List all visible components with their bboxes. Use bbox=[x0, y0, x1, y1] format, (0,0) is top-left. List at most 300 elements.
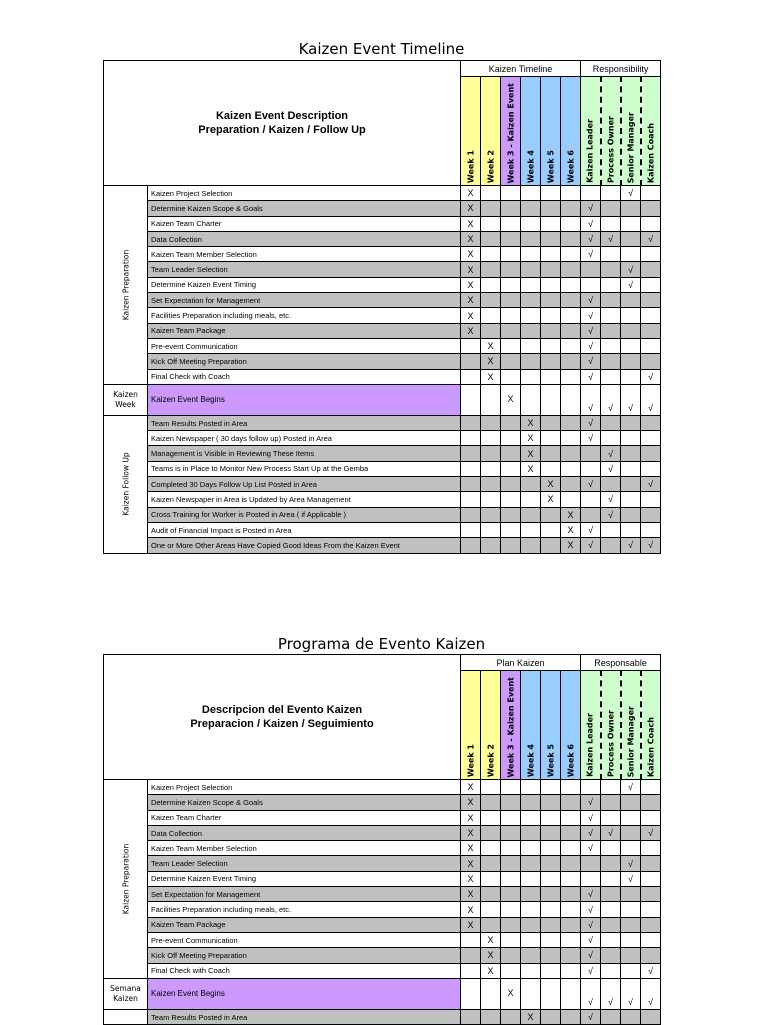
week-mark-cell: X bbox=[561, 522, 581, 537]
responsibility-mark-cell bbox=[601, 538, 621, 553]
responsibility-mark-cell bbox=[621, 963, 641, 978]
responsibility-mark-cell bbox=[601, 795, 621, 810]
week-mark-cell bbox=[521, 338, 541, 353]
responsibility-mark-cell bbox=[641, 277, 661, 292]
responsibility-mark-cell: √ bbox=[581, 216, 601, 231]
week-mark-cell: X bbox=[481, 369, 501, 384]
responsibility-mark-cell: √ bbox=[601, 492, 621, 507]
week-mark-cell bbox=[541, 323, 561, 338]
week-mark-cell: X bbox=[521, 431, 541, 446]
role-header bbox=[641, 77, 661, 186]
week-mark-cell: X bbox=[481, 338, 501, 353]
week-mark-cell bbox=[561, 201, 581, 216]
week-mark-cell bbox=[461, 522, 481, 537]
week-header bbox=[461, 77, 481, 186]
week-mark-cell bbox=[541, 231, 561, 246]
role-header-label: Kaizen Coach bbox=[646, 716, 656, 777]
week-mark-cell bbox=[461, 461, 481, 476]
responsibility-mark-cell: √ bbox=[621, 538, 641, 553]
activity-cell: Team Leader Selection bbox=[148, 262, 461, 277]
table-row bbox=[104, 216, 661, 231]
responsibility-mark-cell bbox=[621, 477, 641, 492]
responsibility-mark-cell bbox=[601, 323, 621, 338]
week-mark-cell: X bbox=[461, 810, 481, 825]
section-label-cell bbox=[104, 978, 148, 1009]
week-mark-cell: X bbox=[461, 902, 481, 917]
responsibility-mark-cell bbox=[621, 216, 641, 231]
week-mark-cell: X bbox=[461, 186, 481, 201]
week-mark-cell bbox=[501, 538, 521, 553]
responsibility-mark-cell bbox=[621, 201, 641, 216]
role-header bbox=[581, 671, 601, 780]
week-mark-cell bbox=[561, 963, 581, 978]
responsibility-mark-cell: √ bbox=[581, 841, 601, 856]
week-mark-cell: X bbox=[461, 247, 481, 262]
week-mark-cell bbox=[541, 825, 561, 840]
week-mark-cell bbox=[561, 902, 581, 917]
week-mark-cell bbox=[541, 932, 561, 947]
responsibility-mark-cell bbox=[601, 201, 621, 216]
activity-cell: Data Collection bbox=[148, 825, 461, 840]
week-mark-cell bbox=[561, 216, 581, 231]
week-mark-cell bbox=[501, 507, 521, 522]
week-mark-cell bbox=[541, 538, 561, 553]
role-header-label: Process Owner bbox=[606, 115, 616, 183]
responsibility-mark-cell bbox=[621, 231, 641, 246]
week-mark-cell bbox=[461, 446, 481, 461]
week-mark-cell bbox=[521, 780, 541, 795]
week-mark-cell bbox=[501, 477, 521, 492]
responsibility-mark-cell bbox=[621, 446, 641, 461]
activity-cell: Determine Kaizen Event Timing bbox=[148, 871, 461, 886]
responsibility-mark-cell: √ bbox=[581, 415, 601, 430]
week-mark-cell bbox=[461, 492, 481, 507]
responsibility-mark-cell bbox=[641, 917, 661, 932]
responsibility-mark-cell: √ bbox=[621, 262, 641, 277]
activity-cell: Kaizen Team Package bbox=[148, 917, 461, 932]
responsibility-mark-cell bbox=[601, 354, 621, 369]
responsibility-mark-cell: √ bbox=[621, 277, 641, 292]
week-mark-cell bbox=[521, 825, 541, 840]
activity-cell: Set Expectation for Management bbox=[148, 887, 461, 902]
responsibility-mark-cell bbox=[621, 825, 641, 840]
week-mark-cell bbox=[481, 477, 501, 492]
role-header bbox=[621, 77, 641, 186]
responsibility-mark-cell: √ bbox=[581, 963, 601, 978]
responsibility-mark-cell bbox=[621, 1009, 641, 1024]
week-mark-cell bbox=[501, 963, 521, 978]
week-mark-cell bbox=[541, 871, 561, 886]
responsibility-mark-cell bbox=[601, 856, 621, 871]
week-mark-cell bbox=[501, 948, 521, 963]
week-mark-cell: X bbox=[461, 825, 481, 840]
responsibility-mark-cell: √ bbox=[581, 384, 601, 415]
responsibility-mark-cell bbox=[601, 810, 621, 825]
week-mark-cell bbox=[481, 825, 501, 840]
week-mark-cell bbox=[521, 201, 541, 216]
table-row bbox=[104, 871, 661, 886]
week-mark-cell bbox=[561, 492, 581, 507]
section-label-cell bbox=[104, 1009, 148, 1024]
week-mark-cell bbox=[521, 948, 541, 963]
week-mark-cell bbox=[481, 856, 501, 871]
table-row bbox=[104, 446, 661, 461]
week-mark-cell bbox=[561, 932, 581, 947]
week-mark-cell: X bbox=[461, 780, 481, 795]
week-mark-cell bbox=[501, 887, 521, 902]
responsibility-mark-cell bbox=[581, 507, 601, 522]
section-label: Kaizen Follow Up bbox=[121, 452, 130, 516]
table-row bbox=[104, 810, 661, 825]
week-mark-cell bbox=[461, 369, 481, 384]
week-mark-cell bbox=[501, 262, 521, 277]
week-mark-cell bbox=[481, 186, 501, 201]
week-mark-cell bbox=[521, 856, 541, 871]
responsibility-mark-cell bbox=[601, 186, 621, 201]
activity-cell: Team Results Posted in Area bbox=[148, 1009, 461, 1024]
week-mark-cell bbox=[521, 308, 541, 323]
activity-cell: Pre-event Communication bbox=[148, 932, 461, 947]
responsibility-mark-cell bbox=[621, 415, 641, 430]
responsibility-mark-cell bbox=[641, 871, 661, 886]
week-mark-cell bbox=[541, 507, 561, 522]
activity-cell: Kaizen Team Member Selection bbox=[148, 841, 461, 856]
table-row bbox=[104, 415, 661, 430]
table-row bbox=[104, 1009, 661, 1024]
responsibility-mark-cell: √ bbox=[621, 384, 641, 415]
description-header bbox=[104, 61, 461, 186]
week-mark-cell bbox=[481, 247, 501, 262]
responsibility-mark-cell bbox=[621, 902, 641, 917]
responsibility-mark-cell: √ bbox=[601, 384, 621, 415]
week-mark-cell bbox=[521, 216, 541, 231]
week-mark-cell bbox=[481, 262, 501, 277]
week-header bbox=[561, 77, 581, 186]
week-mark-cell bbox=[521, 354, 541, 369]
week-mark-cell bbox=[561, 795, 581, 810]
week-mark-cell bbox=[541, 841, 561, 856]
week-mark-cell bbox=[481, 507, 501, 522]
responsibility-mark-cell bbox=[621, 369, 641, 384]
week-header bbox=[501, 671, 521, 780]
responsibility-mark-cell: √ bbox=[641, 963, 661, 978]
responsibility-mark-cell bbox=[641, 216, 661, 231]
week-mark-cell bbox=[541, 384, 561, 415]
week-header bbox=[541, 671, 561, 780]
responsibility-mark-cell: √ bbox=[581, 431, 601, 446]
week-mark-cell bbox=[481, 917, 501, 932]
responsibility-mark-cell bbox=[621, 461, 641, 476]
week-mark-cell: X bbox=[461, 308, 481, 323]
week-mark-cell bbox=[521, 978, 541, 1009]
responsibility-mark-cell bbox=[601, 522, 621, 537]
responsibility-mark-cell bbox=[641, 948, 661, 963]
responsibility-mark-cell bbox=[641, 522, 661, 537]
week-mark-cell bbox=[461, 431, 481, 446]
table-row bbox=[104, 538, 661, 553]
week-mark-cell bbox=[541, 810, 561, 825]
responsibility-mark-cell bbox=[601, 917, 621, 932]
responsibility-mark-cell bbox=[641, 461, 661, 476]
week-mark-cell bbox=[561, 354, 581, 369]
week-mark-cell bbox=[481, 871, 501, 886]
week-mark-cell bbox=[501, 216, 521, 231]
week-mark-cell: X bbox=[461, 917, 481, 932]
responsibility-mark-cell bbox=[641, 1009, 661, 1024]
week-mark-cell bbox=[541, 431, 561, 446]
week-mark-cell bbox=[561, 247, 581, 262]
responsibility-mark-cell: √ bbox=[641, 538, 661, 553]
week-mark-cell bbox=[481, 522, 501, 537]
week-mark-cell bbox=[501, 522, 521, 537]
week-mark-cell bbox=[521, 871, 541, 886]
week-mark-cell bbox=[561, 978, 581, 1009]
responsibility-mark-cell bbox=[601, 262, 621, 277]
activity-cell: Completed 30 Days Follow Up List Posted in Area bbox=[148, 477, 461, 492]
week-mark-cell bbox=[481, 780, 501, 795]
table-row bbox=[104, 293, 661, 308]
activity-cell: Audit of Financial Impact is Posted in Area bbox=[148, 522, 461, 537]
responsibility-mark-cell bbox=[641, 262, 661, 277]
week-mark-cell bbox=[521, 186, 541, 201]
responsibility-mark-cell bbox=[601, 1009, 621, 1024]
week-mark-cell bbox=[501, 810, 521, 825]
table-row bbox=[104, 354, 661, 369]
responsibility-mark-cell bbox=[621, 948, 641, 963]
week-mark-cell bbox=[501, 902, 521, 917]
week-mark-cell bbox=[541, 887, 561, 902]
responsibility-mark-cell: √ bbox=[641, 369, 661, 384]
timeline-group-header: Plan Kaizen bbox=[461, 655, 581, 671]
week-mark-cell bbox=[501, 917, 521, 932]
week-mark-cell: X bbox=[461, 216, 481, 231]
week-mark-cell bbox=[561, 231, 581, 246]
responsibility-mark-cell bbox=[641, 186, 661, 201]
responsibility-mark-cell bbox=[601, 415, 621, 430]
week-mark-cell bbox=[481, 231, 501, 246]
week-mark-cell bbox=[501, 825, 521, 840]
responsibility-mark-cell: √ bbox=[581, 978, 601, 1009]
responsibility-mark-cell: √ bbox=[581, 795, 601, 810]
week-mark-cell bbox=[541, 354, 561, 369]
responsibility-mark-cell: √ bbox=[581, 810, 601, 825]
week-mark-cell bbox=[561, 446, 581, 461]
week-mark-cell bbox=[481, 293, 501, 308]
week-mark-cell bbox=[481, 323, 501, 338]
week-mark-cell: X bbox=[461, 293, 481, 308]
week-mark-cell: X bbox=[561, 538, 581, 553]
responsibility-mark-cell: √ bbox=[581, 825, 601, 840]
responsibility-mark-cell: √ bbox=[581, 887, 601, 902]
responsibility-mark-cell: √ bbox=[581, 522, 601, 537]
responsibility-mark-cell: √ bbox=[581, 932, 601, 947]
responsibility-mark-cell: √ bbox=[641, 477, 661, 492]
timeline-table bbox=[103, 60, 661, 554]
week-mark-cell bbox=[541, 338, 561, 353]
week-mark-cell bbox=[501, 354, 521, 369]
week-mark-cell bbox=[541, 856, 561, 871]
week-mark-cell bbox=[541, 1009, 561, 1024]
activity-cell: Kick Off Meeting Preparation bbox=[148, 948, 461, 963]
responsibility-mark-cell bbox=[601, 338, 621, 353]
responsibility-mark-cell: √ bbox=[601, 231, 621, 246]
week-mark-cell bbox=[541, 308, 561, 323]
table-row bbox=[104, 825, 661, 840]
week-mark-cell bbox=[481, 415, 501, 430]
week-mark-cell bbox=[561, 887, 581, 902]
activity-cell: Kaizen Team Member Selection bbox=[148, 247, 461, 262]
section-label-cell bbox=[104, 415, 148, 553]
week-mark-cell: X bbox=[461, 231, 481, 246]
week-mark-cell: X bbox=[481, 932, 501, 947]
week-mark-cell bbox=[561, 948, 581, 963]
week-mark-cell bbox=[501, 186, 521, 201]
week-mark-cell: X bbox=[461, 841, 481, 856]
week-mark-cell bbox=[481, 978, 501, 1009]
responsibility-mark-cell: √ bbox=[581, 338, 601, 353]
responsibility-mark-cell bbox=[621, 338, 641, 353]
responsibility-mark-cell bbox=[581, 186, 601, 201]
responsibility-mark-cell bbox=[621, 810, 641, 825]
table-row bbox=[104, 201, 661, 216]
week-mark-cell bbox=[481, 887, 501, 902]
responsibility-mark-cell: √ bbox=[641, 978, 661, 1009]
responsibility-mark-cell: √ bbox=[581, 201, 601, 216]
week-mark-cell bbox=[561, 384, 581, 415]
responsibility-group-header: Responsable bbox=[581, 655, 661, 671]
week-mark-cell bbox=[481, 277, 501, 292]
responsibility-mark-cell bbox=[601, 477, 621, 492]
week-mark-cell: X bbox=[521, 461, 541, 476]
responsibility-mark-cell: √ bbox=[581, 308, 601, 323]
table-row bbox=[104, 231, 661, 246]
table-row bbox=[104, 384, 661, 415]
responsibility-mark-cell bbox=[601, 780, 621, 795]
week-mark-cell bbox=[501, 231, 521, 246]
week-header-label: Week 3 - Kaizen Event bbox=[506, 676, 516, 777]
responsibility-mark-cell bbox=[641, 308, 661, 323]
responsibility-mark-cell bbox=[601, 369, 621, 384]
table-title: Kaizen Event Timeline bbox=[298, 40, 465, 58]
week-header bbox=[541, 77, 561, 186]
role-header-label: Process Owner bbox=[606, 709, 616, 777]
table-row bbox=[104, 308, 661, 323]
role-header-label: Senior Manager bbox=[626, 111, 636, 183]
responsibility-mark-cell bbox=[621, 293, 641, 308]
responsibility-mark-cell bbox=[641, 887, 661, 902]
responsibility-mark-cell bbox=[601, 293, 621, 308]
section-label-cell bbox=[104, 780, 148, 979]
week-header bbox=[521, 671, 541, 780]
responsibility-mark-cell bbox=[601, 871, 621, 886]
week-mark-cell bbox=[501, 323, 521, 338]
role-header bbox=[621, 671, 641, 780]
responsibility-mark-cell: √ bbox=[581, 323, 601, 338]
responsibility-mark-cell: √ bbox=[581, 538, 601, 553]
section-label: Semana Kaizen bbox=[110, 983, 141, 1003]
week-mark-cell bbox=[561, 277, 581, 292]
week-mark-cell bbox=[561, 262, 581, 277]
week-header bbox=[481, 77, 501, 186]
responsibility-mark-cell bbox=[581, 446, 601, 461]
week-mark-cell bbox=[481, 461, 501, 476]
responsibility-mark-cell: √ bbox=[601, 507, 621, 522]
description-subtitle: Preparation / Kaizen / Follow Up bbox=[198, 124, 366, 136]
week-mark-cell bbox=[521, 795, 541, 810]
week-mark-cell bbox=[521, 841, 541, 856]
week-mark-cell bbox=[561, 461, 581, 476]
week-mark-cell bbox=[541, 446, 561, 461]
table-row bbox=[104, 780, 661, 795]
table-row bbox=[104, 247, 661, 262]
week-mark-cell bbox=[561, 917, 581, 932]
week-mark-cell bbox=[521, 247, 541, 262]
week-mark-cell bbox=[521, 369, 541, 384]
section-label-cell bbox=[104, 384, 148, 415]
week-mark-cell bbox=[461, 538, 481, 553]
week-mark-cell bbox=[481, 216, 501, 231]
week-mark-cell: X bbox=[461, 323, 481, 338]
week-mark-cell: X bbox=[521, 415, 541, 430]
responsibility-mark-cell bbox=[641, 795, 661, 810]
week-mark-cell bbox=[461, 477, 481, 492]
section-label: Kaizen Preparation bbox=[121, 843, 130, 915]
responsibility-mark-cell: √ bbox=[581, 917, 601, 932]
week-header bbox=[501, 77, 521, 186]
responsibility-mark-cell bbox=[601, 431, 621, 446]
week-header bbox=[561, 671, 581, 780]
table-row bbox=[104, 338, 661, 353]
week-mark-cell: X bbox=[521, 446, 541, 461]
responsibility-mark-cell: √ bbox=[581, 354, 601, 369]
week-header-label: Week 5 bbox=[546, 149, 555, 183]
week-mark-cell bbox=[541, 247, 561, 262]
week-mark-cell bbox=[541, 216, 561, 231]
responsibility-mark-cell: √ bbox=[641, 231, 661, 246]
week-mark-cell bbox=[521, 932, 541, 947]
description-title: Kaizen Event Description bbox=[215, 110, 349, 122]
week-mark-cell bbox=[481, 201, 501, 216]
responsibility-mark-cell bbox=[621, 507, 641, 522]
responsibility-mark-cell bbox=[621, 795, 641, 810]
week-mark-cell bbox=[501, 369, 521, 384]
week-mark-cell bbox=[521, 384, 541, 415]
week-mark-cell bbox=[541, 917, 561, 932]
week-mark-cell bbox=[501, 201, 521, 216]
responsibility-mark-cell: √ bbox=[581, 948, 601, 963]
week-header-label: Week 6 bbox=[566, 743, 576, 777]
week-mark-cell bbox=[561, 810, 581, 825]
responsibility-mark-cell bbox=[621, 492, 641, 507]
responsibility-mark-cell: √ bbox=[641, 825, 661, 840]
role-header-label: Senior Manager bbox=[626, 705, 636, 777]
week-mark-cell bbox=[561, 841, 581, 856]
week-mark-cell: X bbox=[461, 887, 481, 902]
description-header bbox=[104, 655, 461, 780]
responsibility-group-header: Responsibility bbox=[581, 61, 661, 77]
week-mark-cell bbox=[501, 446, 521, 461]
week-mark-cell bbox=[501, 795, 521, 810]
responsibility-mark-cell bbox=[641, 446, 661, 461]
table-row bbox=[104, 795, 661, 810]
responsibility-mark-cell bbox=[641, 247, 661, 262]
week-mark-cell bbox=[561, 308, 581, 323]
responsibility-mark-cell bbox=[581, 277, 601, 292]
responsibility-mark-cell: √ bbox=[581, 1009, 601, 1024]
week-mark-cell bbox=[561, 293, 581, 308]
responsibility-mark-cell: √ bbox=[621, 871, 641, 886]
week-mark-cell bbox=[541, 277, 561, 292]
